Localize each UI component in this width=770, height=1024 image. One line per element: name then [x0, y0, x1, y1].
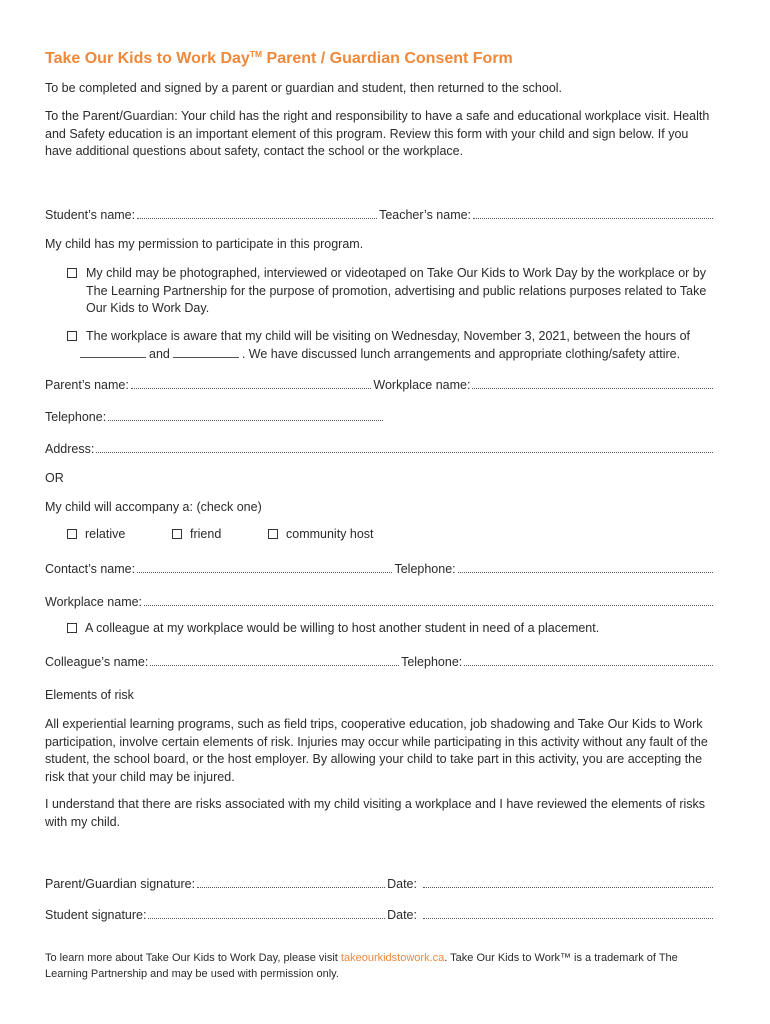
contact-telephone-field[interactable]: [458, 561, 713, 573]
student-name-field[interactable]: [137, 207, 377, 219]
student-signature-label: Student signature:: [45, 908, 147, 922]
relative-label: relative: [85, 527, 126, 541]
end-time-field[interactable]: [173, 347, 239, 358]
option-relative[interactable]: [67, 527, 125, 541]
telephone-row: [45, 409, 385, 424]
address-label: Address:: [45, 442, 95, 456]
risk-heading: Elements of risk: [45, 688, 134, 702]
colleague-name-label: Colleague’s name:: [45, 655, 149, 669]
option-friend[interactable]: [172, 527, 221, 541]
guardian-date-field[interactable]: [423, 876, 713, 888]
workplace-aware-item: [67, 328, 731, 363]
student-teacher-row: [45, 207, 715, 222]
colleague-telephone-field[interactable]: [464, 654, 713, 666]
workplace-name-row: [45, 594, 715, 609]
footer-text-1: To learn more about Take Our Kids to Work Day, please visit: [45, 952, 341, 964]
workplace-name-field[interactable]: [472, 377, 713, 389]
option-community-host[interactable]: [268, 527, 374, 541]
guardian-signature-row: [45, 876, 715, 891]
friend-label: friend: [190, 527, 222, 541]
photo-consent-checkbox[interactable]: [67, 268, 77, 278]
colleague-host-item: [67, 621, 599, 635]
colleague-row: [45, 654, 715, 669]
footer-link[interactable]: takeourkidstowork.ca: [340, 952, 445, 964]
contact-name-label: Contact’s name:: [45, 562, 136, 576]
student-signature-field[interactable]: [148, 907, 385, 919]
parent-name-label: Parent’s name:: [45, 378, 129, 392]
risk-text: All experiential learning programs, such as field trips, cooperative education, job shadowing and Take Our Kids to Work participation, involve certain elements of risk. Injuries may occur while participating in this activity without any fault of the student, the school board, or the host employer. By allowing your child to take part in this activity, you are accepting the risk that your child may be injured.: [45, 717, 708, 784]
workplace-aware-text-2: . We have discussed lunch arrangements and appropriate clothing/safety attire.: [241, 346, 681, 361]
form-title: Take Our Kids to Work Day™ Parent / Guardian Consent Form: [45, 49, 513, 67]
teacher-name-label: Teacher’s name:: [379, 208, 472, 222]
community-host-checkbox[interactable]: [268, 529, 278, 539]
footer-text-2: . Take Our Kids to Work™ is a trademark of The Learning Partnership and may be used with permission only.: [45, 952, 678, 980]
workplace-aware-text-1: The workplace is aware that my child will be visiting on Wednesday, November 3, 2021, between the hours of: [86, 329, 691, 343]
telephone-field[interactable]: [108, 409, 383, 421]
teacher-name-field[interactable]: [473, 207, 713, 219]
or-text: OR: [45, 471, 64, 485]
workplace-name-label-2: Workplace name:: [45, 595, 143, 609]
guardian-signature-field[interactable]: [197, 876, 385, 888]
parent-name-field[interactable]: [131, 377, 372, 389]
student-date-field[interactable]: [423, 907, 713, 919]
colleague-name-field[interactable]: [150, 654, 399, 666]
photo-consent-item: [67, 265, 715, 318]
workplace-name-field-2[interactable]: [144, 594, 713, 606]
student-name-label: Student’s name:: [45, 208, 136, 222]
community-host-label: community host: [286, 527, 374, 541]
workplace-aware-checkbox[interactable]: [67, 331, 77, 341]
accompany-text: My child will accompany a: (check one): [45, 500, 262, 514]
friend-checkbox[interactable]: [172, 529, 182, 539]
contact-telephone-label: Telephone:: [394, 562, 456, 576]
contact-row: [45, 561, 715, 576]
colleague-host-text: A colleague at my workplace would be willing to host another student in need of a placement.: [85, 621, 600, 635]
guardian-note: To the Parent/Guardian: Your child has the right and responsibility to have a safe and educational workplace visit. Health and Safety education is an important element of this program. Review this form with your child and sign below. If you have additional questions about safety, contact the school or the workplace.: [45, 109, 710, 158]
colleague-telephone-label: Telephone:: [401, 655, 463, 669]
intro-text: To be completed and signed by a parent or guardian and student, then returned to the school.: [45, 81, 563, 95]
relative-checkbox[interactable]: [67, 529, 77, 539]
student-signature-row: [45, 907, 715, 922]
address-field[interactable]: [96, 441, 713, 453]
workplace-aware-and: and: [149, 346, 170, 361]
photo-consent-text: My child may be photographed, interviewed or videotaped on Take Our Kids to Work Day by the workplace or by The Learning Partnership for the purpose of promotion, advertising and public relations purposes related to Take Our Kids to Work Day.: [86, 266, 707, 315]
contact-name-field[interactable]: [137, 561, 392, 573]
colleague-host-checkbox[interactable]: [67, 623, 77, 633]
parent-workplace-row: [45, 377, 715, 392]
footer-note: [45, 950, 715, 982]
guardian-date-label: Date:: [387, 877, 417, 891]
workplace-name-label: Workplace name:: [373, 378, 471, 392]
permission-text: My child has my permission to participate in this program.: [45, 237, 364, 251]
start-time-field[interactable]: [80, 347, 146, 358]
guardian-signature-label: Parent/Guardian signature:: [45, 877, 196, 891]
telephone-label: Telephone:: [45, 410, 107, 424]
address-row: [45, 441, 715, 456]
acknowledge-text: I understand that there are risks associated with my child visiting a workplace and I have reviewed the elements of risks with my child.: [45, 797, 706, 829]
student-date-label: Date:: [387, 908, 417, 922]
